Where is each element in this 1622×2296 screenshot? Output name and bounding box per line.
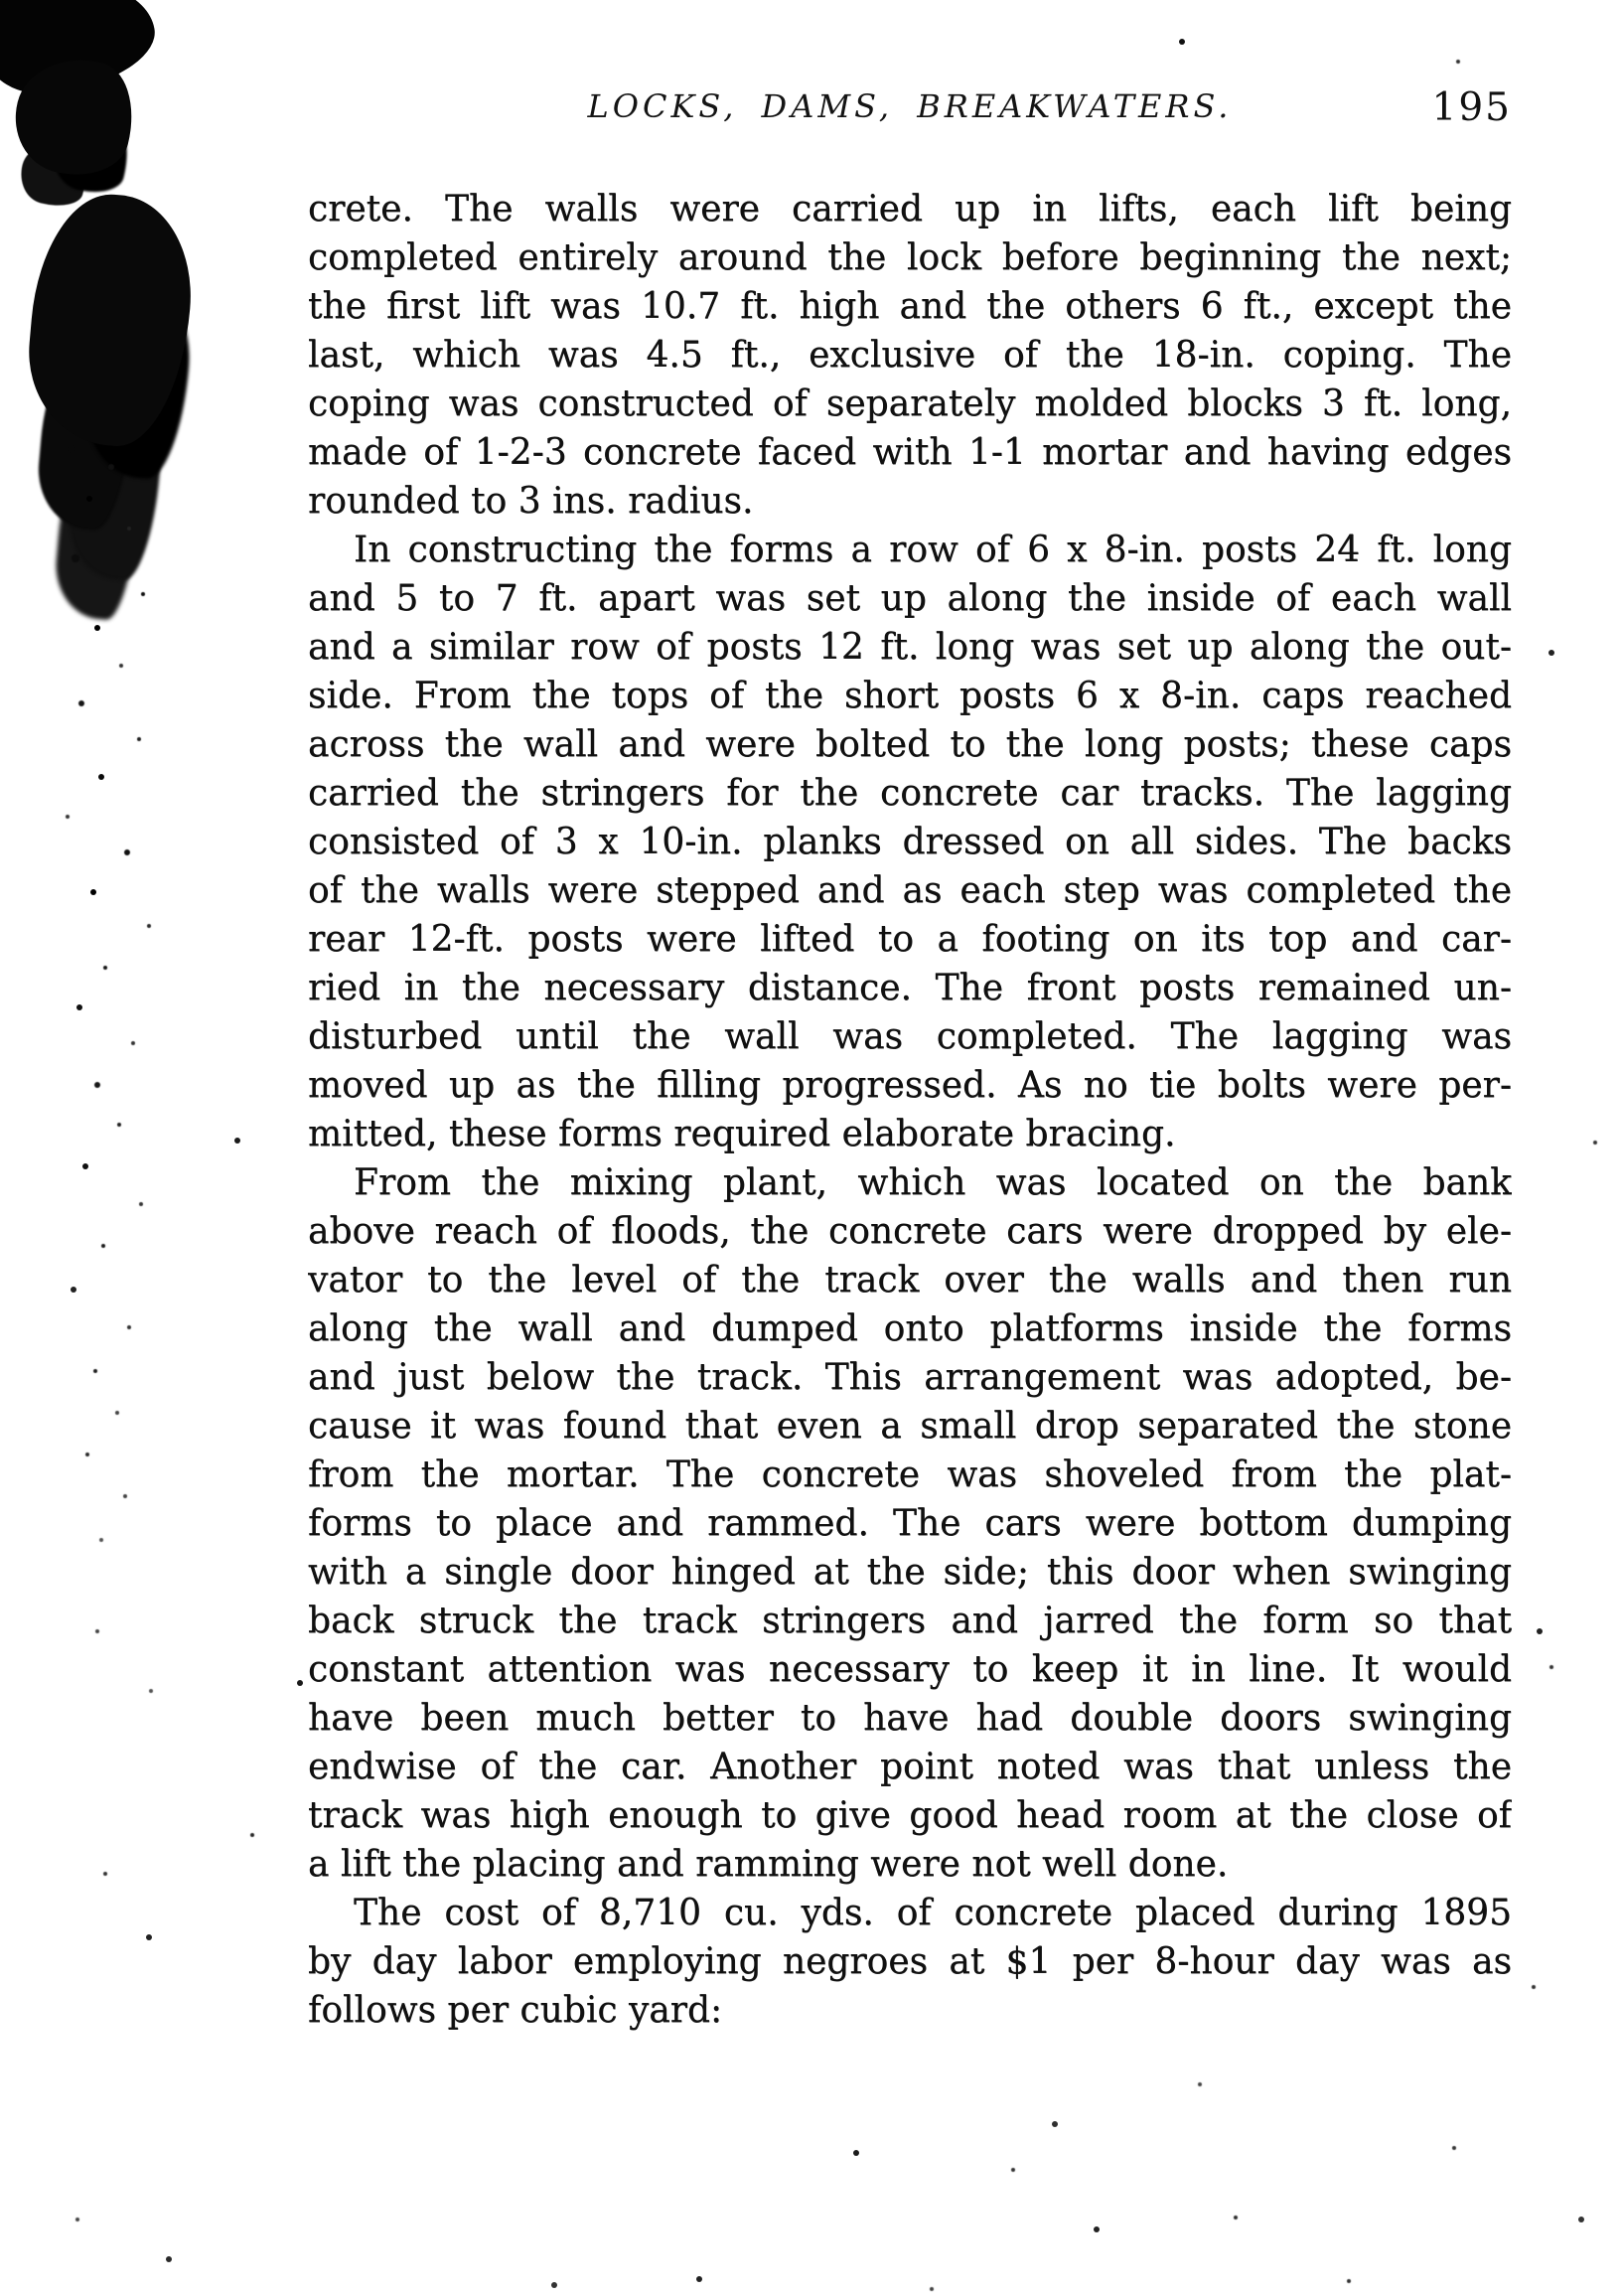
text-line: along the wall and dumped onto platforms inside the forms <box>308 1308 1512 1349</box>
text-line: From the mixing plant, which was located on the bank <box>354 1162 1512 1203</box>
text-line: ried in the necessary distance. The front posts remained un- <box>308 968 1512 1008</box>
text-line: forms to place and rammed. The cars were bottom dumping <box>308 1503 1512 1544</box>
text-line: cause it was found that even a small drop separated the stone <box>308 1406 1512 1447</box>
paragraph <box>308 1889 1512 2035</box>
text-line: disturbed until the wall was completed. The lagging was <box>308 1016 1512 1057</box>
text-line: constant attention was necessary to keep it in line. It would <box>308 1649 1512 1690</box>
scan-speckles <box>0 0 4 4</box>
text-line: the first lift was 10.7 ft. high and the others 6 ft., except the <box>308 286 1512 327</box>
page-number: 195 <box>1431 85 1512 130</box>
text-line: rounded to 3 ins. radius. <box>308 481 754 522</box>
text-line: by day labor employing negroes at $1 per 8-hour day was as <box>308 1941 1512 1982</box>
paragraph <box>308 185 1512 526</box>
text-line: moved up as the filling progressed. As no tie bolts were per- <box>308 1065 1512 1106</box>
paragraph <box>308 526 1512 1158</box>
text-line: side. From the tops of the short posts 6 x 8-in. caps reached <box>308 676 1512 716</box>
text-line: made of 1-2-3 concrete faced with 1-1 mortar and having edges <box>308 432 1512 473</box>
text-line: vator to the level of the track over the walls and then run <box>308 1260 1512 1301</box>
text-line: and 5 to 7 ft. apart was set up along the inside of each wall <box>308 578 1512 619</box>
text-line: completed entirely around the lock before beginning the next; <box>308 237 1512 278</box>
text-line: of the walls were stepped and as each step was completed the <box>308 870 1512 911</box>
text-line: above reach of floods, the concrete cars were dropped by ele- <box>308 1211 1512 1252</box>
text-line: have been much better to have had double doors swinging <box>308 1698 1512 1739</box>
text-line: track was high enough to give good head room at the close of <box>308 1795 1512 1836</box>
body-text <box>308 185 1512 2035</box>
text-line: and just below the track. This arrangement was adopted, be- <box>308 1357 1512 1398</box>
text-line: back struck the track stringers and jarred the form so that <box>308 1601 1512 1641</box>
text-line: last, which was 4.5 ft., exclusive of the 18-in. coping. The <box>308 335 1512 376</box>
text-line: and a similar row of posts 12 ft. long was set up along the out- <box>308 627 1512 668</box>
text-line: crete. The walls were carried up in lifts, each lift being <box>308 189 1512 230</box>
running-header: LOCKS, DAMS, BREAKWATERS. <box>587 87 1233 125</box>
text-line: carried the stringers for the concrete car tracks. The lagging <box>308 773 1512 814</box>
text-line: consisted of 3 x 10-in. planks dressed on all sides. The backs <box>308 822 1512 862</box>
text-line: coping was constructed of separately molded blocks 3 ft. long, <box>308 383 1512 424</box>
text-line: In constructing the forms a row of 6 x 8-in. posts 24 ft. long <box>354 530 1512 570</box>
text-line: mitted, these forms required elaborate bracing. <box>308 1114 1176 1154</box>
text-line: endwise of the car. Another point noted was that unless the <box>308 1747 1512 1787</box>
ink-smudge <box>21 189 199 452</box>
text-line: a lift the placing and ramming were not well done. <box>308 1844 1229 1885</box>
text-line: with a single door hinged at the side; this door when swinging <box>308 1552 1512 1593</box>
text-line: The cost of 8,710 cu. yds. of concrete placed during 1895 <box>354 1893 1512 1933</box>
text-line: follows per cubic yard: <box>308 1990 723 2031</box>
text-line: from the mortar. The concrete was shoveled from the plat- <box>308 1454 1512 1495</box>
paragraph <box>308 1158 1512 1889</box>
text-line: across the wall and were bolted to the long posts; these caps <box>308 724 1512 765</box>
text-line: rear 12-ft. posts were lifted to a footing on its top and car- <box>308 919 1512 960</box>
